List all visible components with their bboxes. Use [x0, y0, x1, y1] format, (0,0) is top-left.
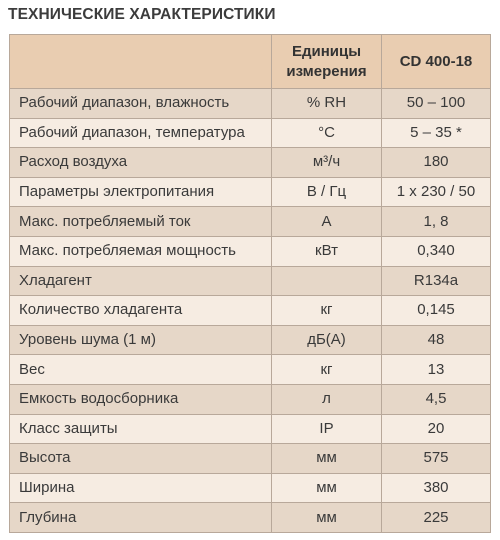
parameter-name-cell: Высота — [10, 444, 272, 474]
value-cell: R134a — [382, 266, 491, 296]
table-row — [10, 384, 491, 414]
unit-cell: А — [272, 207, 382, 237]
parameter-name-cell: Параметры электропитания — [10, 177, 272, 207]
table-row — [10, 266, 491, 296]
page-title: ТЕХНИЧЕСКИЕ ХАРАКТЕРИСТИКИ — [8, 6, 276, 23]
value-cell: 20 — [382, 414, 491, 444]
unit-cell: °С — [272, 118, 382, 148]
table-body — [10, 89, 491, 533]
value-cell: 575 — [382, 444, 491, 474]
table-row — [10, 444, 491, 474]
parameter-name-cell: Вес — [10, 355, 272, 385]
parameter-name-cell: Емкость водосборника — [10, 384, 272, 414]
value-cell: 180 — [382, 148, 491, 178]
parameter-name-cell: Количество хладагента — [10, 296, 272, 326]
value-cell: 1 х 230 / 50 — [382, 177, 491, 207]
header-units-line2: измерения — [286, 62, 367, 80]
table-row — [10, 296, 491, 326]
value-cell: 0,145 — [382, 296, 491, 326]
unit-cell — [272, 266, 382, 296]
specifications-table — [9, 34, 491, 533]
unit-cell: л — [272, 384, 382, 414]
table-row — [10, 148, 491, 178]
table-header-row — [10, 35, 491, 89]
header-model-cell: CD 400-18 — [382, 35, 491, 89]
value-cell: 225 — [382, 503, 491, 533]
header-units-cell — [272, 35, 382, 89]
unit-cell: В / Гц — [272, 177, 382, 207]
table-row — [10, 414, 491, 444]
unit-cell: мм — [272, 473, 382, 503]
header-units-line1: Единицы — [291, 42, 362, 60]
table-row — [10, 207, 491, 237]
value-cell: 50 – 100 — [382, 89, 491, 119]
value-cell: 48 — [382, 325, 491, 355]
table-row — [10, 503, 491, 533]
unit-cell: кг — [272, 355, 382, 385]
unit-cell: м³/ч — [272, 148, 382, 178]
unit-cell: мм — [272, 444, 382, 474]
parameter-name-cell: Хладагент — [10, 266, 272, 296]
parameter-name-cell: Уровень шума (1 м) — [10, 325, 272, 355]
parameter-name-cell: Макс. потребляемый ток — [10, 207, 272, 237]
table-row — [10, 473, 491, 503]
parameter-name-cell: Ширина — [10, 473, 272, 503]
table-row — [10, 177, 491, 207]
value-cell: 13 — [382, 355, 491, 385]
parameter-name-cell: Макс. потребляемая мощность — [10, 236, 272, 266]
parameter-name-cell: Рабочий диапазон, влажность — [10, 89, 272, 119]
unit-cell: % RH — [272, 89, 382, 119]
value-cell: 4,5 — [382, 384, 491, 414]
parameter-name-cell: Рабочий диапазон, температура — [10, 118, 272, 148]
value-cell: 380 — [382, 473, 491, 503]
parameter-name-cell: Расход воздуха — [10, 148, 272, 178]
table-row — [10, 355, 491, 385]
header-parameter-cell — [10, 35, 272, 89]
unit-cell: мм — [272, 503, 382, 533]
unit-cell: кВт — [272, 236, 382, 266]
unit-cell: дБ(А) — [272, 325, 382, 355]
value-cell: 5 – 35 * — [382, 118, 491, 148]
value-cell: 0,340 — [382, 236, 491, 266]
value-cell: 1, 8 — [382, 207, 491, 237]
table-row — [10, 236, 491, 266]
parameter-name-cell: Глубина — [10, 503, 272, 533]
unit-cell: кг — [272, 296, 382, 326]
table-row — [10, 118, 491, 148]
table-row — [10, 325, 491, 355]
table-row — [10, 89, 491, 119]
parameter-name-cell: Класс защиты — [10, 414, 272, 444]
unit-cell: IP — [272, 414, 382, 444]
